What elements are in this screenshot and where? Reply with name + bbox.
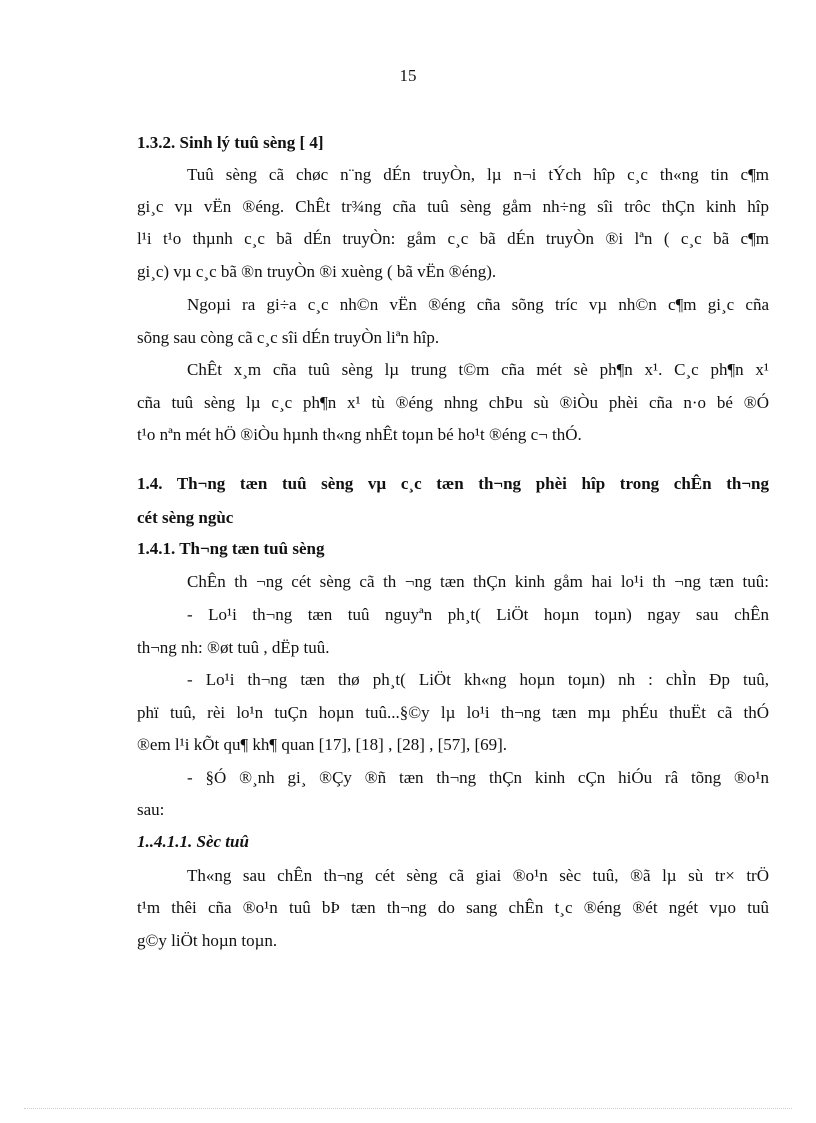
paragraph-line: gi¸c vµ vËn ®éng. ChÊt tr¾ng cña tuû sèng gåm nh÷ng sîi trôc thÇn kinh hîp <box>137 197 769 216</box>
section-heading-1-4-cont: cét sèng ngùc <box>137 508 234 527</box>
list-item-line: sau: <box>137 800 165 819</box>
paragraph-line: g©y liÖt hoµn toµn. <box>137 931 278 950</box>
paragraph-line: l¹i t¹o thµnh c¸c bã dÉn truyÒn: gåm c¸c bã dÉn truyÒn ®i lªn ( c¸c bã c¶m <box>137 229 769 248</box>
paragraph-line: Th«ng sau chÊn th¬ng cét sèng cã giai ®o¹n sèc tuû, ®ã lµ sù tr× trÖ <box>187 866 769 885</box>
section-heading-1-3-2: 1.3.2. Sinh lý tuû sèng [ 4] <box>137 133 324 152</box>
paragraph-line: ChÊt x¸m cña tuû sèng lµ trung t©m cña mét sè ph¶n x¹. C¸c ph¶n x¹ <box>187 360 769 379</box>
paragraph-line: ChÊn th ¬ng cét sèng cã th ¬ng tæn thÇn kinh gåm hai lo¹i th ¬ng tæn tuû: <box>187 572 769 591</box>
paragraph-line: sõng sau còng cã c¸c sîi dÉn truyÒn liªn hîp. <box>137 328 440 347</box>
list-item-line: phï tuû, rèi lo¹n tuÇn hoµn tuû...§©y lµ lo¹i th¬ng tæn mµ phÉu thuËt cã thÓ <box>137 703 769 722</box>
subsection-heading-1-4-1-1: 1..4.1.1. Sèc tuû <box>137 832 249 851</box>
paragraph-line: t¹m thêi cña ®o¹n tuû bÞ tæn th¬ng do sang chÊn t¸c ®éng ®ét ngét vµo tuû <box>137 898 769 917</box>
list-item-line: th¬ng nh: ®øt tuû , dËp tuû. <box>137 638 330 657</box>
paragraph-line: Tuû sèng cã chøc n¨ng dÉn truyÒn, lµ n¬i tÝch hîp c¸c th«ng tin c¶m <box>187 165 769 184</box>
list-item-line: - Lo¹i th¬ng tæn thø ph¸t( LiÖt kh«ng hoµn toµn) nh : chÌn Ðp tuû, <box>187 670 769 689</box>
footer-dotted-rule <box>24 1108 792 1109</box>
list-item-line: - Lo¹i th¬ng tæn tuû nguyªn ph¸t( LiÖt hoµn toµn) ngay sau chÊn <box>187 605 769 624</box>
page-number: 15 <box>399 66 417 85</box>
paragraph-line: Ngoµi ra gi÷a c¸c nh©n vËn ®éng cña sõng tríc vµ nh©n c¶m gi¸c cña <box>187 295 769 314</box>
paragraph-line: gi¸c) vµ c¸c bã ®n truyÒn ®i xuèng ( bã vËn ®éng). <box>137 262 497 281</box>
section-heading-1-4-1: 1.4.1. Th¬ng tæn tuû sèng <box>137 539 325 558</box>
section-heading-1-4: 1.4. Th¬ng tæn tuû sèng vµ c¸c tæn th¬ng phèi hîp trong chÊn th¬ng <box>137 474 769 493</box>
list-item-line: - §Ó ®¸nh gi¸ ®Çy ®ñ tæn th¬ng thÇn kinh cÇn hiÓu râ tõng ®o¹n <box>187 768 769 787</box>
list-item-line: ®em l¹i kÕt qu¶ kh¶ quan [17], [18] , [28] , [57], [69]. <box>137 735 508 754</box>
paragraph-line: cña tuû sèng lµ c¸c ph¶n x¹ tù ®éng nhng chÞu sù ®iÒu phèi cña n·o bé ®Ó <box>137 393 769 412</box>
paragraph-line: t¹o nªn mét hÖ ®iÒu hµnh th«ng nhÊt toµn bé ho¹t ®éng c¬ thÓ. <box>137 425 582 444</box>
